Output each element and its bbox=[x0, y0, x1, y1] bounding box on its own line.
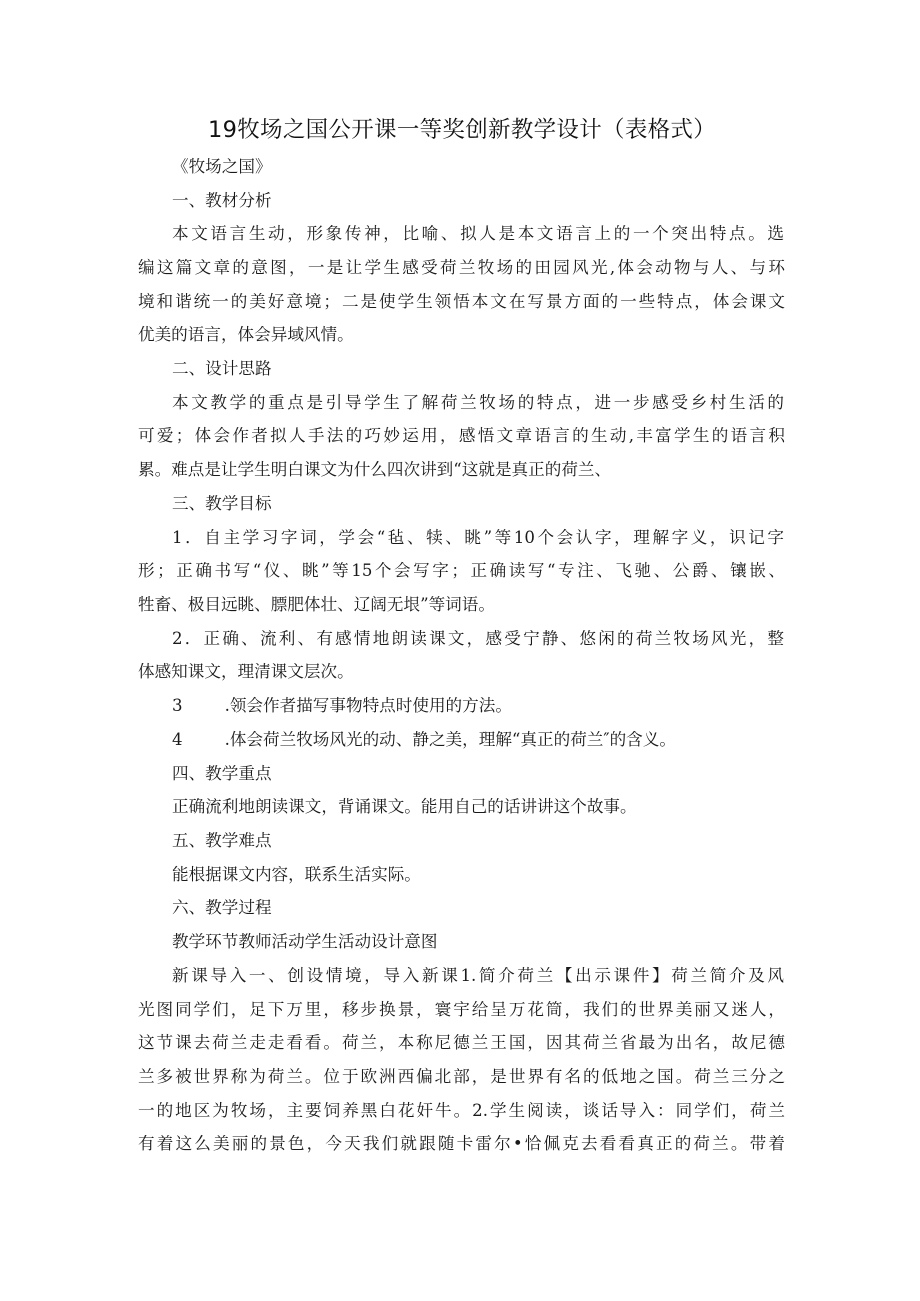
goal4-number: 4 bbox=[172, 730, 183, 749]
goal3 bbox=[172, 692, 512, 716]
process-line-6: 有着这么美丽的景色，今天我们就跟随卡雷尔•恰佩克去看看真正的荷兰。带着 bbox=[138, 1134, 785, 1153]
s1-line-4: 优美的语言，体会异域风情。 bbox=[138, 325, 354, 344]
section-heading-3: 三、教学目标 bbox=[172, 494, 272, 513]
section-heading-2: 二、设计思路 bbox=[172, 359, 272, 378]
process-line-4: 兰多被世界称为荷兰。位于欧洲西偏北部，是世界有名的低地之国。荷兰三分之 bbox=[138, 1067, 785, 1086]
process-line-5: 一的地区为牧场，主要饲养黑白花奸牛。2.学生阅读，谈话导入：同学们，荷兰 bbox=[138, 1101, 785, 1120]
goal2-line-1: 2．正确、流利、有感情地朗读课文，感受宁静、悠闲的荷兰牧场风光，整 bbox=[172, 629, 784, 648]
section-heading-4: 四、教学重点 bbox=[172, 764, 272, 783]
s4-text: 正确流利地朗读课文，背诵课文。能用自己的话讲讲这个故事。 bbox=[172, 797, 637, 816]
goal1-line-2: 形；正确书写“仪、眺”等15个会写字；正确读写“专注、飞驰、公爵、镶嵌、 bbox=[138, 561, 785, 580]
s5-text: 能根据课文内容，联系生活实际。 bbox=[172, 865, 421, 884]
section-heading-6: 六、教学过程 bbox=[172, 898, 272, 917]
s1-line-2: 编这篇文章的意图，一是让学生感受荷兰牧场的田园风光,体会动物与人、与环 bbox=[138, 258, 785, 277]
process-line-3: 这节课去荷兰走走看看。荷兰，本称尼德兰王国，因其荷兰省最为出名，故尼德 bbox=[138, 1033, 785, 1052]
document-title: 19牧场之国公开课一等奖创新教学设计（表格式） bbox=[207, 117, 717, 143]
process-line-1: 新课导入一、创设情境，导入新课1.简介荷兰【出示课件】荷兰简介及风 bbox=[172, 966, 784, 985]
goal2-line-2: 体感知课文，理清课文层次。 bbox=[138, 662, 354, 681]
goal4-text: .体会荷兰牧场风光的动、静之美，理解“真正的荷兰″的含义。 bbox=[224, 730, 676, 749]
goal1-line-3: 牲畜、极目远眺、膘肥体壮、辽阔无垠”等词语。 bbox=[138, 595, 495, 614]
s1-line-3: 境和谐统一的美好意境；二是使学生领悟本文在写景方面的一些特点，体会课文 bbox=[138, 292, 785, 311]
s2-line-1: 本文教学的重点是引导学生了解荷兰牧场的特点，进一步感受乡村生活的 bbox=[172, 393, 784, 412]
process-table-header: 教学环节教师活动学生活动设计意图 bbox=[172, 932, 438, 951]
goal1-line-1: 1．自主学习字词，学会“毡、犊、眺”等10个会认字，理解字义，识记字 bbox=[172, 528, 784, 547]
s2-line-3: 累。难点是让学生明白课文为什么四次讲到“这就是真正的荷兰、 bbox=[138, 460, 612, 479]
process-line-2: 光图同学们，足下万里，移步换景，寰宇给呈万花筒，我们的世界美丽又迷人， bbox=[138, 1000, 785, 1019]
section-heading-5: 五、教学难点 bbox=[172, 831, 272, 850]
goal4 bbox=[172, 726, 676, 750]
s2-line-2: 可爱；体会作者拟人手法的巧妙运用，感悟文章语言的生动,丰富学生的语言积 bbox=[138, 426, 785, 445]
s1-line-1: 本文语言生动，形象传神，比喻、拟人是本文语言上的一个突出特点。选 bbox=[172, 224, 784, 243]
goal3-text: .领会作者描写事物特点时使用的方法。 bbox=[224, 696, 512, 715]
goal3-number: 3 bbox=[172, 696, 183, 715]
section-heading-1: 一、教材分析 bbox=[172, 191, 272, 210]
lesson-subtitle: 《牧场之国》 bbox=[172, 157, 272, 176]
